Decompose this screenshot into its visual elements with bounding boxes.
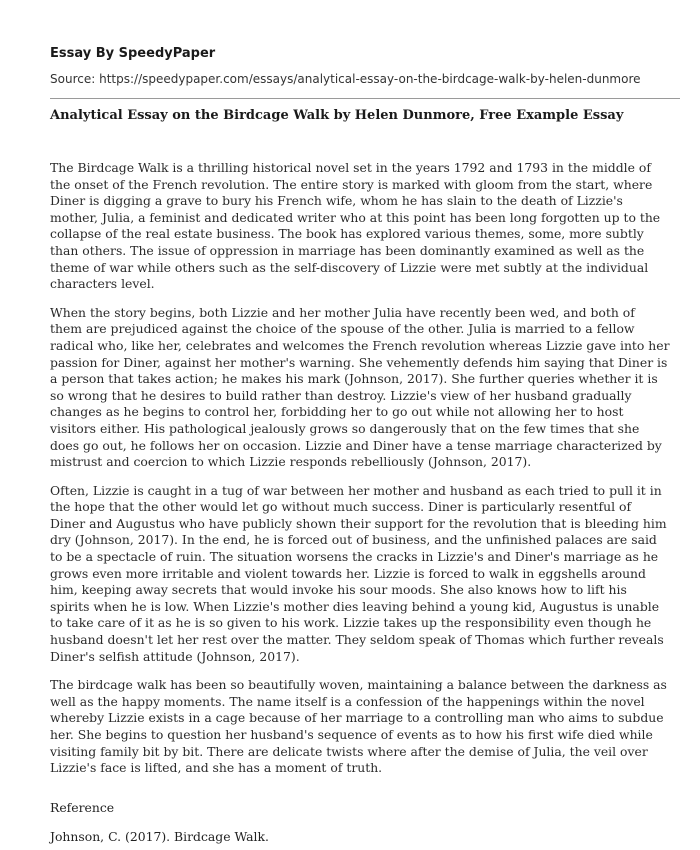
source-url[interactable]: https://speedypaper.com/essays/analytical-essay-on-the-birdcage-walk-by-helen-dunmore — [99, 72, 641, 86]
site-title: Essay By SpeedyPaper — [50, 46, 216, 61]
essay-title: Analytical Essay on the Birdcage Walk by Helen Dunmore, Free Example Essay — [50, 108, 624, 123]
source-line — [50, 72, 670, 86]
header-divider — [50, 98, 680, 99]
essay-paragraph-2: When the story begins, both Lizzie and her mother Julia have recently been wed, and both of them are prejudiced against the choice of the spouse of the other. Julia is married to a fellow radical who, like her, celebrates and welcomes the French revolution whereas Lizzie gave into her passion for Diner, against her mother's warning. She vehemently defends him saying that Diner is a person that takes action; he makes his mark (Johnson, 2017). She further queries whether it is so wrong that he desires to build rather than destroy. Lizzie's view of her husband gradually changes as he begins to control her, forbidding her to go out while not allowing her to host visitors either. His pathological jealously grows so dangerously that on the few times that she does go out, he follows her on occasion. Lizzie and Diner have a tense marriage characterized by mistrust and coercion to which Lizzie responds rebelliously (Johnson, 2017). — [50, 304, 670, 470]
source-label: Source: — [50, 72, 96, 86]
reference-entry: Johnson, C. (2017). Birdcage Walk. — [50, 829, 269, 845]
essay-paragraph-3: Often, Lizzie is caught in a tug of war between her mother and husband as each tried to pull it in the hope that the other would let go without much success. Diner is particularly resentful of Diner and Augustus who have publicly shown their support for the revolution that is bleeding him dry (Johnson, 2017). In the end, he is forced out of business, and the unfinished palaces are said to be a spectacle of ruin. The situation worsens the cracks in Lizzie's and Diner's marriage as he grows even more irritable and violent towards her. Lizzie is forced to walk in eggshells around him, keeping away secrets that would invoke his sour moods. She also knows how to lift his spirits when he is low. When Lizzie's mother dies leaving behind a young kid, Augustus is unable to take care of it as he is so given to his work. Lizzie takes up the responsibility even though he husband doesn't let her rest over the matter. They seldom speak of Thomas which further reveals Diner's selfish attitude (Johnson, 2017). — [50, 482, 667, 664]
essay-paragraph-4: The birdcage walk has been so beautifully woven, maintaining a balance between the darkness as well as the happy moments. The name itself is a confession of the happenings within the novel whereby Lizzie exists in a cage because of her marriage to a controlling man who aims to subdue her. She begins to question her husband's sequence of events as to how his first wife died while visiting family bit by bit. There are delicate twists where after the demise of Julia, the veil over Lizzie's face is lifted, and she has a moment of truth. — [50, 677, 667, 776]
essay-paragraph-1: The Birdcage Walk is a thrilling historical novel set in the years 1792 and 1793 in the middle of the onset of the French revolution. The entire story is marked with gloom from the start, where Diner is digging a grave to bury his French wife, whom he has slain to the death of Lizzie's mother, Julia, a feminist and dedicated writer who at this point has been long forgotten up to the collapse of the real estate business. The book has explored various themes, some, more subtly than others. The issue of oppression in marriage has been dominantly examined as well as the theme of war while others such as the self-discovery of Lizzie were met subtly at the individual characters level. — [50, 160, 661, 292]
reference-heading: Reference — [50, 799, 115, 815]
